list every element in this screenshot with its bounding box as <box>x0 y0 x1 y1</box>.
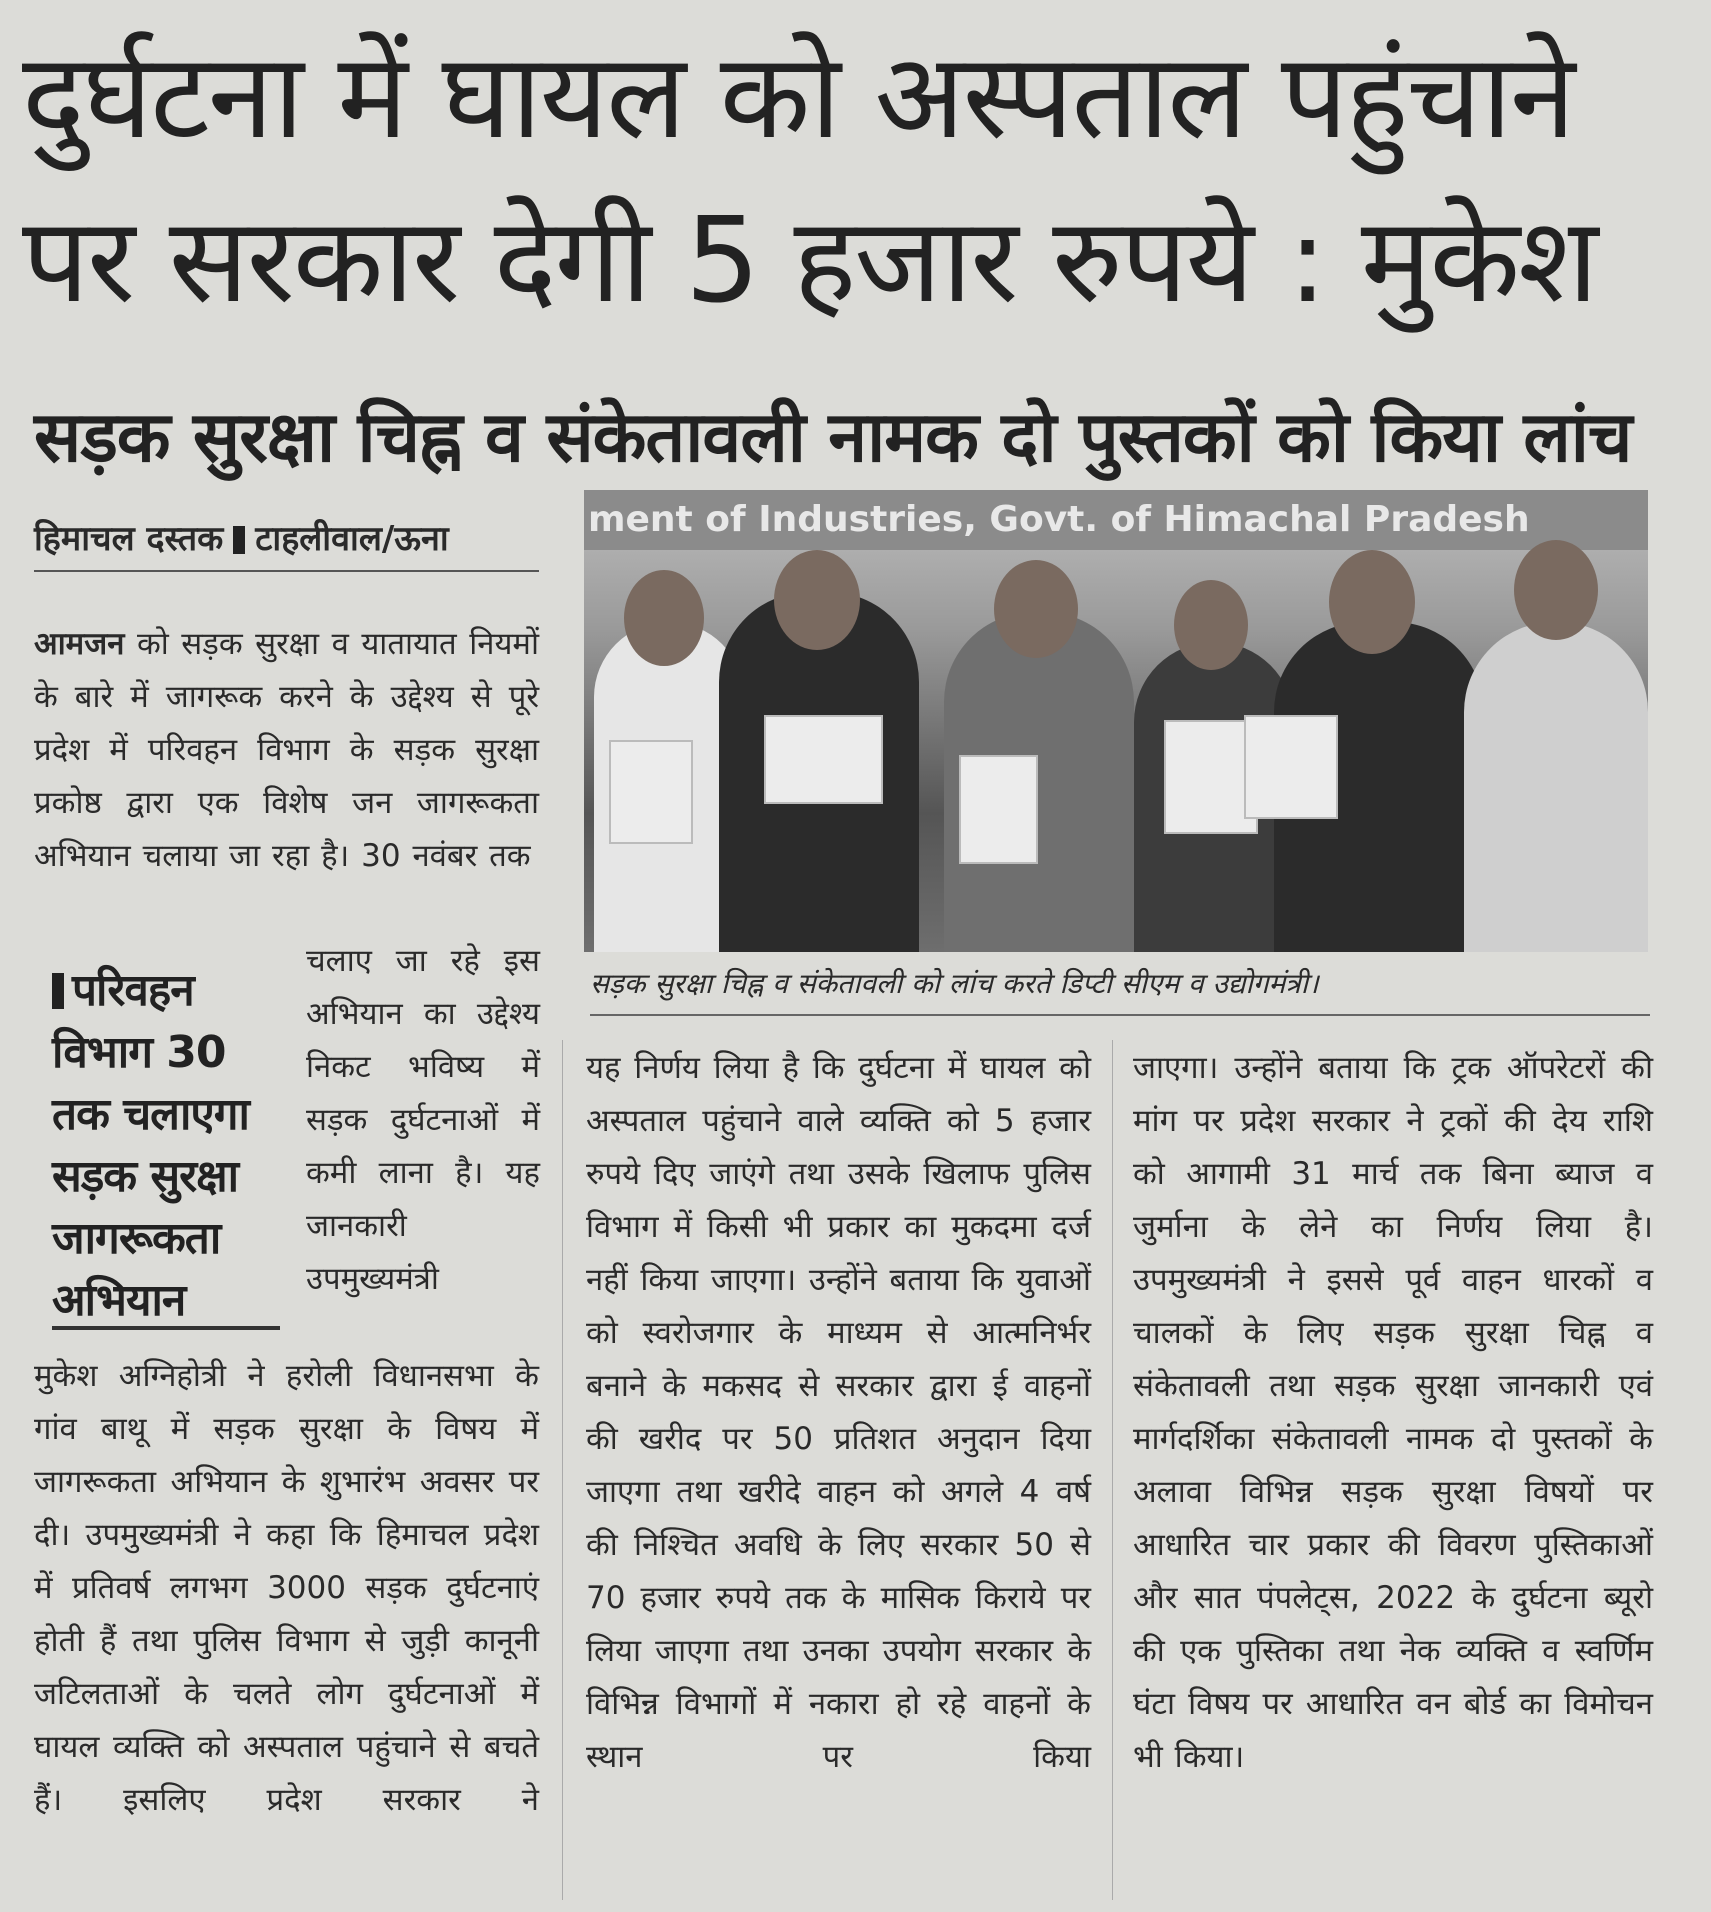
photo-book-1 <box>609 740 693 844</box>
pull-quote-line: तक चलाएगा <box>52 1089 249 1140</box>
photo-book-3 <box>959 755 1038 864</box>
column-3-text: जाएगा। उन्होंने बताया कि ट्रक ऑपरेटरों की मांग पर प्रदेश सरकार ने ट्रकों की देय राशि को आगामी 31 मार्च तक बिना ब्याज व जुर्माना के लेने का निर्णय लिया है। उपमुख्यमंत्री ने इससे पूर्व वाहन धारकों व चालकों के लिए सड़क सुरक्षा चिह्न व संकेतावली तथा सड़क सुरक्षा जानकारी एवं मार्गदर्शिका संकेतावली नामक दो पुस्तकों के अलावा विभिन्न सड़क सुरक्षा विषयों पर आधारित चार प्रकार की विवरण पुस्तिकाओं और सात पंपलेट्स, 2022 के दुर्घटना ब्यूरो की एक पुस्तिका तथा नेक व्यक्ति व स्वर्णिम घंटा विषय पर आधारित वन बोर्ड का विमोचन भी किया। <box>1133 1050 1653 1775</box>
photo-banner-text: ment of Industries, Govt. of Himachal Pradesh <box>584 490 1648 550</box>
news-photo <box>584 490 1648 952</box>
photo-caption: सड़क सुरक्षा चिह्न व संकेतावली को लांच करते डिप्टी सीएम व उद्योगमंत्री। <box>590 964 1650 1016</box>
photo-head-1 <box>624 570 704 666</box>
pull-quote <box>52 960 284 1332</box>
photo-book-5 <box>1244 715 1338 819</box>
photo-person-6 <box>1464 622 1648 952</box>
photo-head-2 <box>774 550 860 650</box>
pull-quote-line: जागरूकता <box>52 1213 221 1264</box>
photo-head-6 <box>1514 540 1598 640</box>
byline-separator-icon <box>233 526 245 554</box>
photo-head-4 <box>1174 580 1248 670</box>
photo-head-5 <box>1329 550 1415 654</box>
subheadline: सड़क सुरक्षा चिह्न व संकेतावली नामक दो पुस्तकों को किया लांच <box>34 396 1632 478</box>
pull-quote-line: सड़क सुरक्षा <box>52 1151 239 1202</box>
pull-quote-rule <box>52 1326 280 1330</box>
column-2 <box>586 1042 1091 1784</box>
byline-source: हिमाचल दस्तक <box>34 519 224 559</box>
headline-line-1: दुर्घटना में घायल को अस्पताल पहुंचाने <box>22 27 1574 165</box>
photo-book-2 <box>764 715 883 804</box>
pull-quote-line: परिवहन <box>72 965 194 1016</box>
byline-location: टाहलीवाल/ऊना <box>255 519 449 559</box>
headline <box>22 14 1692 342</box>
byline <box>34 514 539 572</box>
pull-quote-bullet-icon <box>52 973 64 1009</box>
column-1-body <box>34 1350 539 1827</box>
column-1-narrow-text: चलाए जा रहे इस अभियान का उद्देश्य निकट भविष्य में सड़क दुर्घटनाओं में कमी लाना है। यह जानकारी उपमुख्यमंत्री <box>306 943 540 1297</box>
column-3 <box>1133 1042 1653 1784</box>
column-2-text: यह निर्णय लिया है कि दुर्घटना में घायल को अस्पताल पहुंचाने वाले व्यक्ति को 5 हजार रुपये दिए जाएंगे तथा उसके खिलाफ पुलिस विभाग में किसी भी प्रकार का मुकदमा दर्ज नहीं किया जाएगा। उन्होंने बताया कि युवाओं को स्वरोजगार के माध्यम से आत्मनिर्भर बनाने के मकसद से सरकार द्वारा ई वाहनों की खरीद पर 50 प्रतिशत अनुदान दिया जाएगा तथा खरीदे वाहन को अगले 4 वर्ष की निश्चित अवधि के लिए सरकार 50 से 70 हजार रुपये तक के मासिक किराये पर लिया जाएगा तथा उनका उपयोग सरकार के विभिन्न विभागों में नकारा हो रहे वाहनों के स्थान पर किया <box>586 1050 1091 1775</box>
headline-line-2: पर सरकार देगी 5 हजार रुपये : मुकेश <box>22 191 1597 329</box>
pull-quote-line: विभाग 30 <box>52 1027 226 1078</box>
column-divider <box>1112 1040 1113 1900</box>
lead-word: आमजन <box>34 626 125 662</box>
photo-head-3 <box>994 560 1078 658</box>
pull-quote-line: अभियान <box>52 1275 186 1326</box>
column-1-narrow <box>306 935 540 1306</box>
column-divider <box>562 1040 563 1900</box>
column-1-intro <box>34 618 539 883</box>
column-1-body-text: मुकेश अग्निहोत्री ने हरोली विधानसभा के गांव बाथू में सड़क सुरक्षा के विषय में जागरूकता अभियान के शुभारंभ अवसर पर दी। उपमुख्यमंत्री ने कहा कि हिमाचल प्रदेश में प्रतिवर्ष लगभग 3000 सड़क दुर्घटनाएं होती हैं तथा पुलिस विभाग से जुड़ी कानूनी जटिलताओं के चलते लोग दुर्घटनाओं में घायल व्यक्ति को अस्पताल पहुंचाने से बचते हैं। इसलिए प्रदेश सरकार ने <box>34 1358 539 1818</box>
column-1-intro-text: को सड़क सुरक्षा व यातायात नियमों के बारे में जागरूक करने के उद्देश्य से पूरे प्रदेश में परिवहन विभाग के सड़क सुरक्षा प्रकोष्ठ द्वारा एक विशेष जन जागरूकता अभियान चलाया जा रहा है। 30 नवंबर तक <box>34 626 539 874</box>
